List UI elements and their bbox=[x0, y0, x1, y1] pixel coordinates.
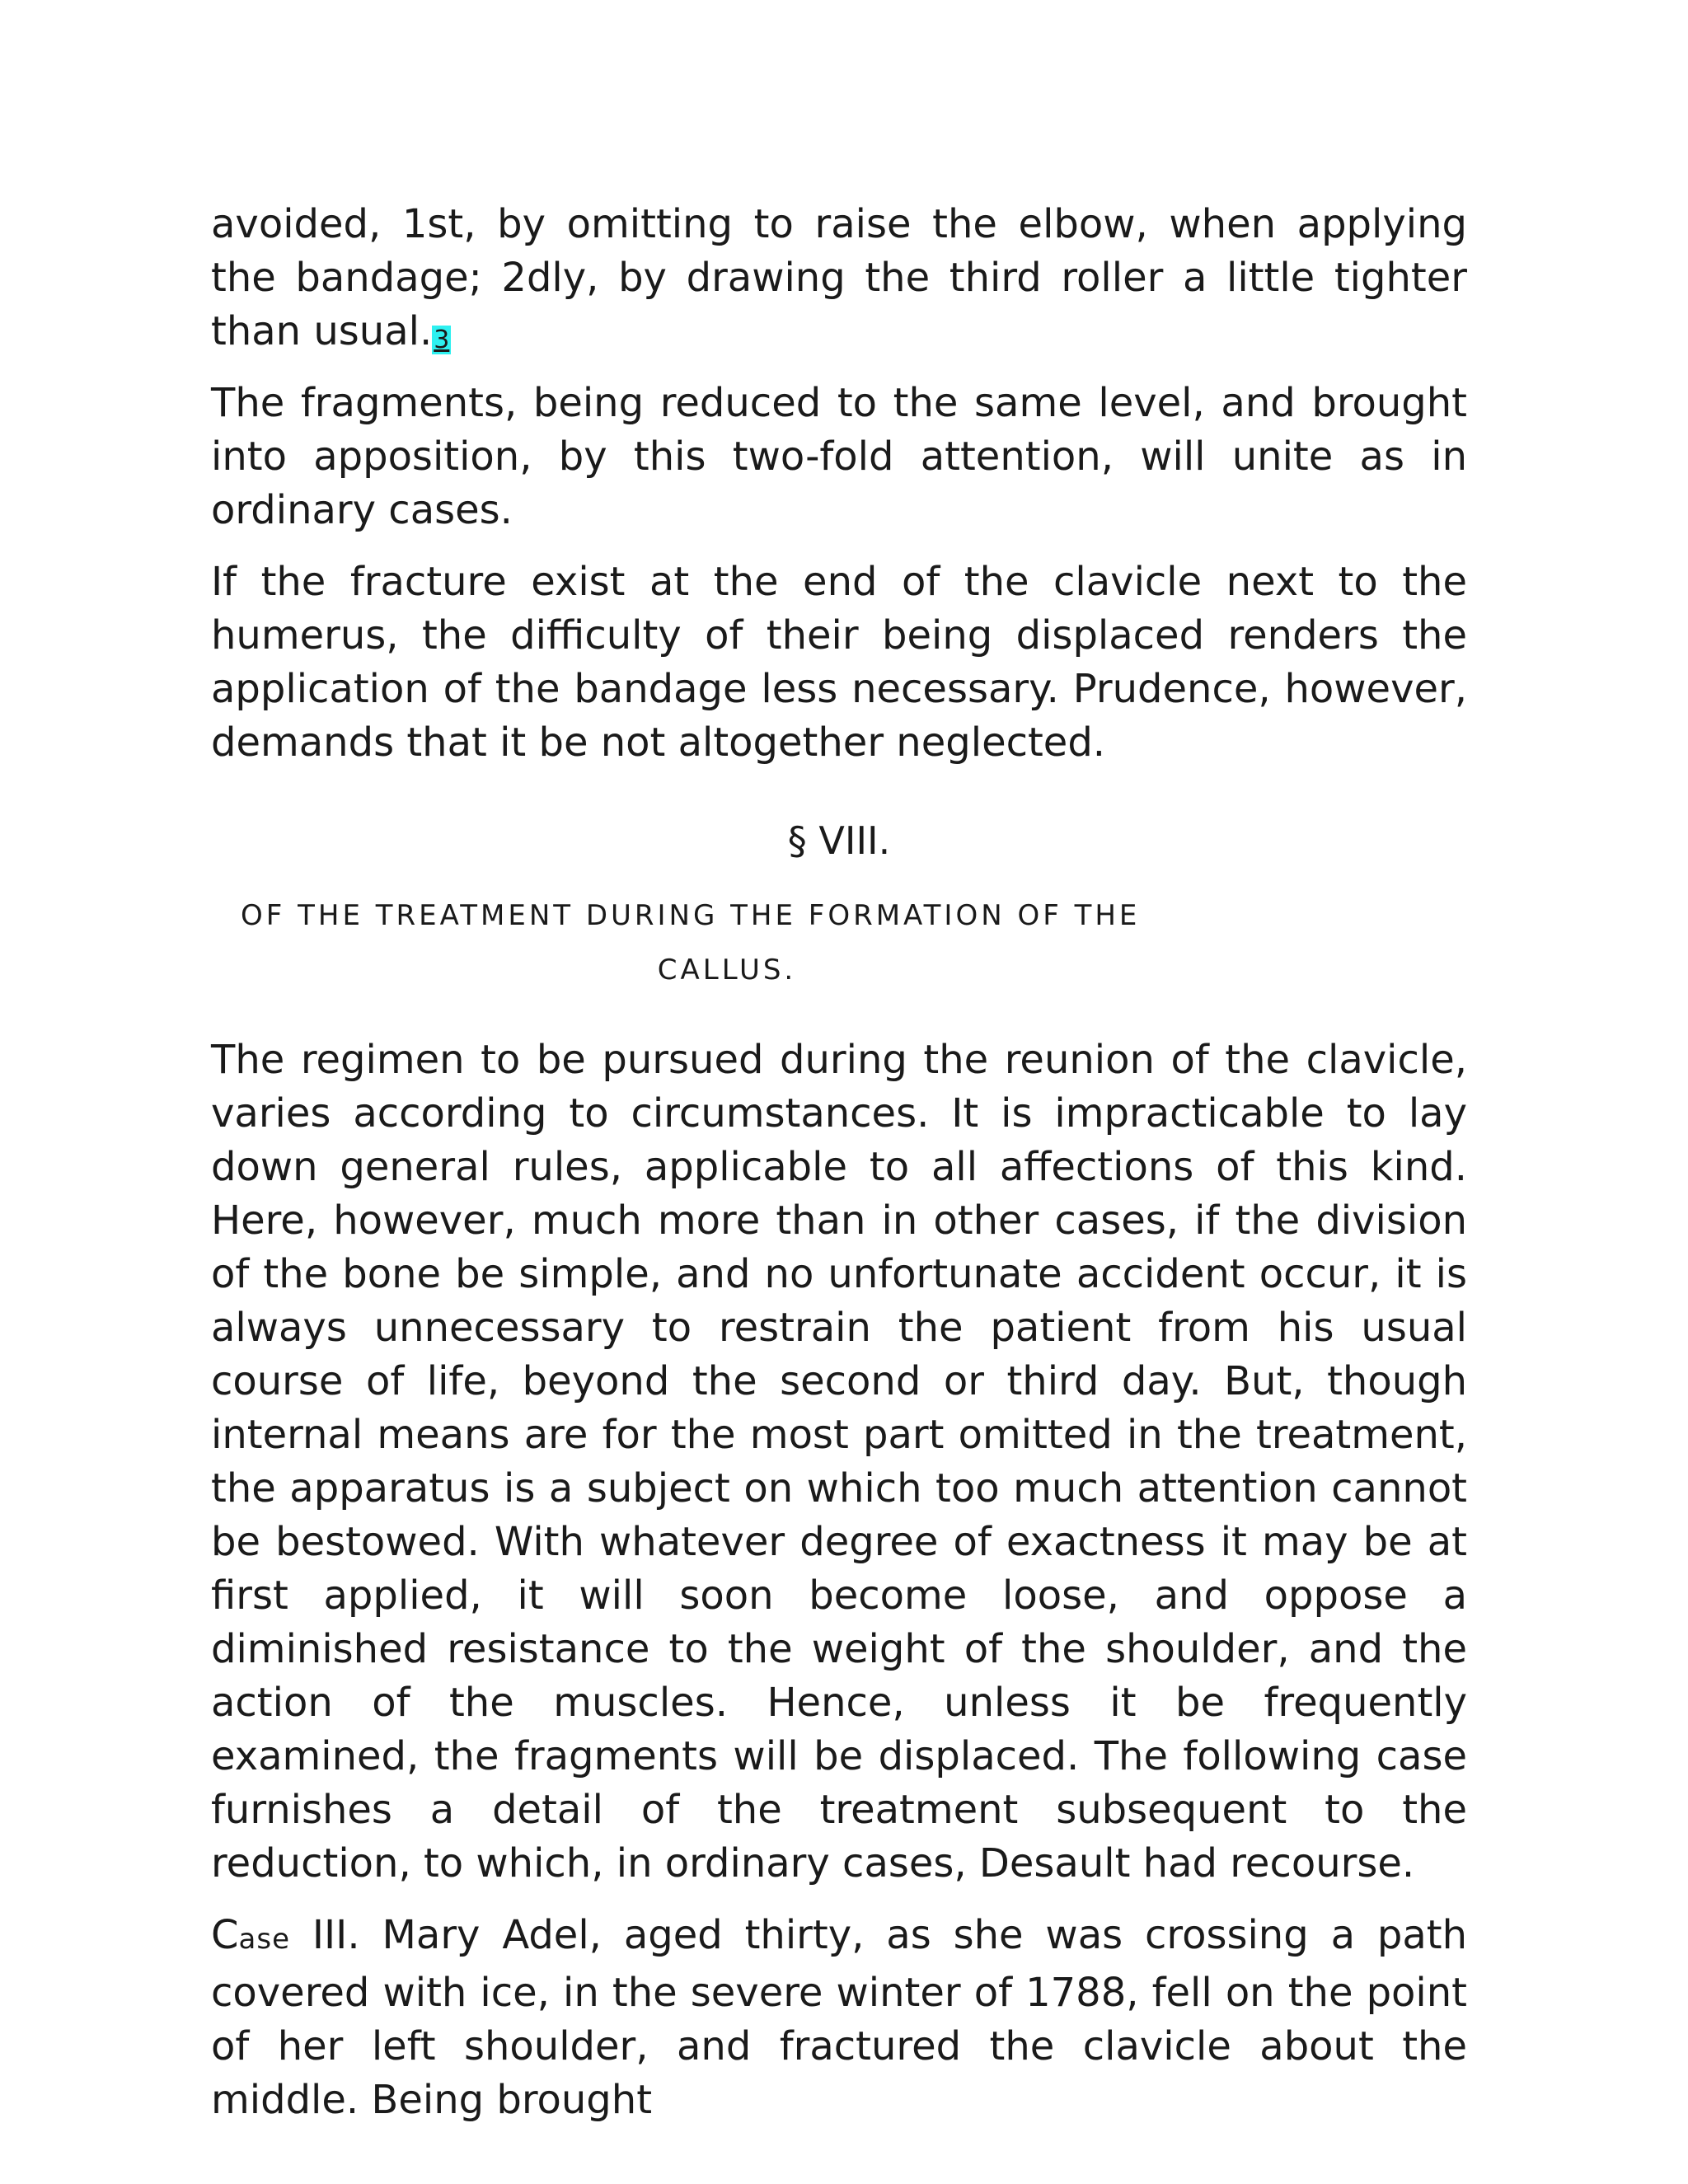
paragraph-bandage-avoided bbox=[211, 198, 1467, 359]
section-title-line-1: OF THE TREATMENT DURING THE FORMATION OF THE bbox=[241, 899, 1141, 932]
case-label-initial: C bbox=[211, 1912, 239, 1958]
paragraph-text: avoided, 1st, by omitting to raise the elbow, when applying the bandage; 2dly, by drawing the third roller a little tighter than usual. bbox=[211, 201, 1467, 354]
case-text: III. Mary Adel, aged thirty, as she was crossing a path covered with ice, in the severe winter of 1788, fell on the point of her left shoulder, and fractured the clavicle about the middle. Being brought bbox=[211, 1912, 1467, 2123]
paragraph-case-three bbox=[211, 1909, 1467, 2127]
section-title bbox=[211, 888, 1213, 997]
paragraph-fracture-humerus: If the fracture exist at the end of the clavicle next to the humerus, the difficulty of their being displaced renders the application of the bandage less necessary. Prudence, however, demands that it be not altogether neglected. bbox=[211, 559, 1467, 766]
section-title-line-2: CALLUS. bbox=[657, 954, 797, 987]
document-page bbox=[211, 198, 1467, 2145]
footnote-link[interactable]: 3 bbox=[434, 326, 450, 354]
section-heading: § VIII. bbox=[787, 818, 891, 863]
case-label-rest: ase bbox=[238, 1923, 290, 1956]
paragraph-regimen: The regimen to be pursued during the reunion of the clavicle, varies according to circumstances. It is impracticable to lay down general rules, applicable to all affections of this kind. Here, however, much more than in other cases, if the division of the bone be simple, and no unfortunate accident occur, it is always unnecessary to restrain the patient from his usual course of life, beyond the second or third day. But, though internal means are for the most part omitted in the treatment, the apparatus is a subject on which too much attention cannot be bestowed. With whatever degree of exactness it may be at first applied, it will soon become loose, and oppose a diminished resistance to the weight of the shoulder, and the action of the muscles. Hence, unless it be frequently examined, the fragments will be displaced. The following case furnishes a detail of the treatment subsequent to the reduction, to which, in ordinary cases, Desault had recourse. bbox=[211, 1037, 1467, 1886]
paragraph-fragments: The fragments, being reduced to the same level, and brought into apposition, by this two-fold attention, will unite as in ordinary cases. bbox=[211, 380, 1467, 533]
